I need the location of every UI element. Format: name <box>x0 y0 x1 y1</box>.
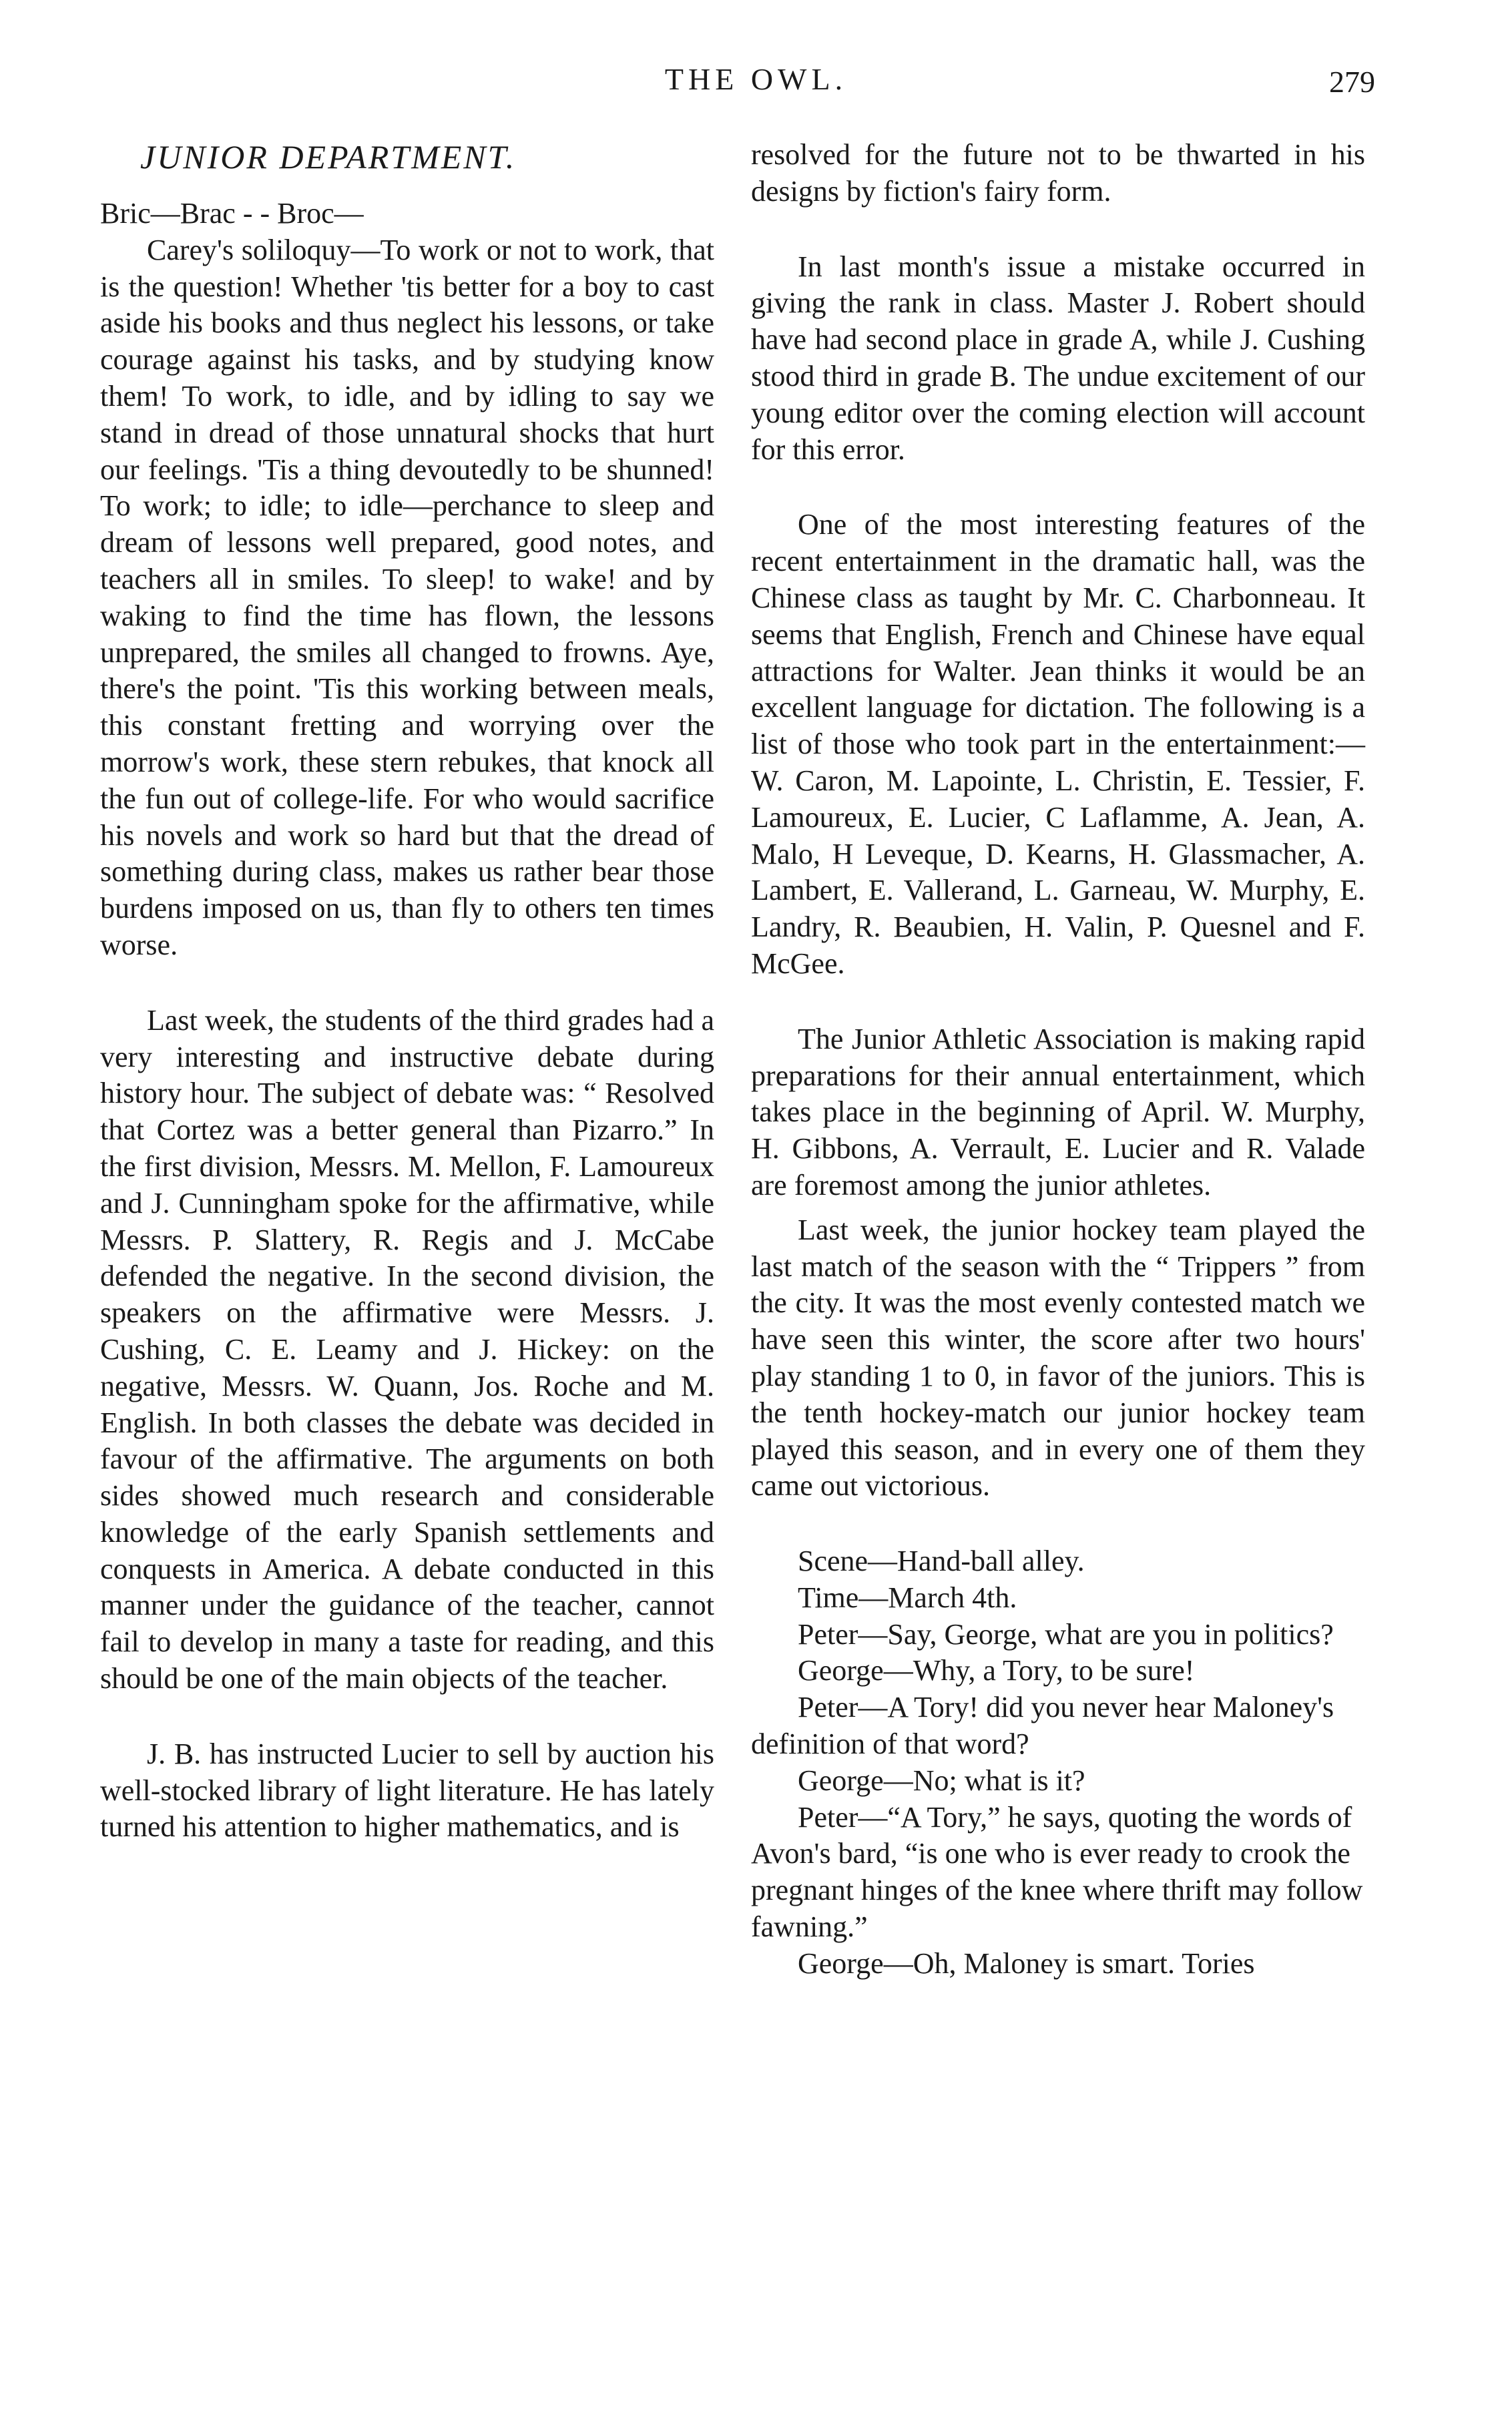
left-column <box>100 137 714 1846</box>
dialogue-line: Peter—“A Tory,” he says, quoting the words of Avon's bard, “is one who is ever ready to crook the pregnant hinges of the knee where thrift may follow fawning.” <box>751 1800 1363 1944</box>
paragraph-hockey: Last week, the junior hockey team played the last match of the season with the “ Trippers ” from the city. It was the most evenly contested match we have seen this winter, the score after two hours' play standing 1 to 0, in favor of the juniors. This is the tenth hockey-match our junior hockey team played this season, and in every one of them they came out victorious. <box>751 1213 1365 1503</box>
running-head <box>0 61 1512 115</box>
dialogue-line: George—Why, a Tory, to be sure! <box>798 1654 1195 1687</box>
page-number: 279 <box>1329 65 1375 99</box>
dialogue-line: Peter—A Tory! did you never hear Maloney's definition of that word? <box>751 1691 1334 1761</box>
journal-title: THE OWL. <box>664 62 848 96</box>
dialogue-line: George—No; what is it? <box>798 1764 1085 1797</box>
section-heading: JUNIOR DEPARTMENT. <box>140 138 517 176</box>
paragraph-library: J. B. has instructed Lucier to sell by auction his well-stocked library of light literature. He has lately turned his attention to higher mathematics, and is <box>100 1737 714 1844</box>
paragraph-athletic-association: The Junior Athletic Association is making rapid preparations for their annual entertainment, which takes place in the beginning of April. W. Murphy, H. Gibbons, A. Verrault, E. Lucier and R. Valade are foremost among the junior athletes. <box>751 1022 1365 1201</box>
section-subheading: Bric—Brac - - Broc— <box>100 197 364 230</box>
paragraph-chinese-class: One of the most interesting features of the recent entertainment in the dramatic hall, was the Chinese class as taught by Mr. C. Charbonneau. It seems that English, French and Chinese have equal attractions for Walter. Jean thinks it would be an excellent language for dictation. The following is a list of those who took part in the entertainment:—W. Caron, M. Lapointe, L. Christin, E. Tessier, F. Lamoureux, E. Lucier, C Laflamme, A. Jean, A. Malo, H Leveque, D. Kearns, H. Glassmacher, A. Lambert, E. Vallerand, L. Garneau, W. Murphy, E. Landry, R. Beaubien, H. Valin, P. Quesnel and F. McGee. <box>751 508 1365 980</box>
dialogue-line: Time—March 4th. <box>798 1581 1017 1614</box>
paragraph-debate: Last week, the students of the third grades had a very interesting and instructive debate during history hour. The subject of debate was: “ Resolved that Cortez was a better general than Pizarro.” In the first division, Messrs. M. Mellon, F. Lamoureux and J. Cunningham spoke for the affirmative, while Messrs. P. Slattery, R. Regis and J. McCabe defended the negative. In the second division, the speakers on the affirmative were Messrs. J. Cushing, C. E. Leamy and J. Hickey: on the negative, Messrs. W. Quann, Jos. Roche and M. English. In both classes the debate was decided in favour of the affirmative. The arguments on both sides showed much research and considerable knowledge of the early Spanish settlements and conquests in America. A debate conducted in this manner under the guidance of the teacher, cannot fail to develop in many a taste for reading, and this should be one of the main objects of the teacher. <box>100 1003 714 1695</box>
dialogue-line: George—Oh, Maloney is smart. Tories <box>798 1946 1255 1980</box>
dialogue-line: Peter—Say, George, what are you in politics? <box>798 1617 1334 1651</box>
paragraph-soliloquy: Carey's soliloquy—To work or not to work, that is the question! Whether 'tis better for a boy to cast aside his books and thus neglect his lessons, or take courage against his tasks, and by studying know them! To work, to idle, and by idling to say we stand in dread of those unnatural shocks that hurt our feelings. 'Tis a thing devoutedly to be shunned! To work; to idle; to idle—perchance to sleep and dream of lessons well prepared, good notes, and teachers all in smiles. To sleep! to wake! and by waking to find the time has flown, the lessons unprepared, the smiles all changed to frowns. Aye, there's the point. 'Tis this working between meals, this constant fretting and worrying over the morrow's work, these stern rebukes, that knock all the fun out of college-life. For who would sacrifice his novels and work so hard but that the dread of something during class, makes us rather bear those burdens imposed on us, than fly to others ten times worse. <box>100 233 714 961</box>
paragraph-correction: In last month's issue a mistake occurred in giving the rank in class. Master J. Robert should have had second place in grade A, while J. Cushing stood third in grade B. The undue excitement of our young editor over the coming election will account for this error. <box>751 250 1365 466</box>
dialogue-line: Scene—Hand-ball alley. <box>798 1545 1085 1578</box>
right-column <box>751 137 1365 1982</box>
dialogue-block <box>751 1543 1365 1982</box>
paragraph-continued: resolved for the future not to be thwarted in his designs by fiction's fairy form. <box>751 138 1365 208</box>
